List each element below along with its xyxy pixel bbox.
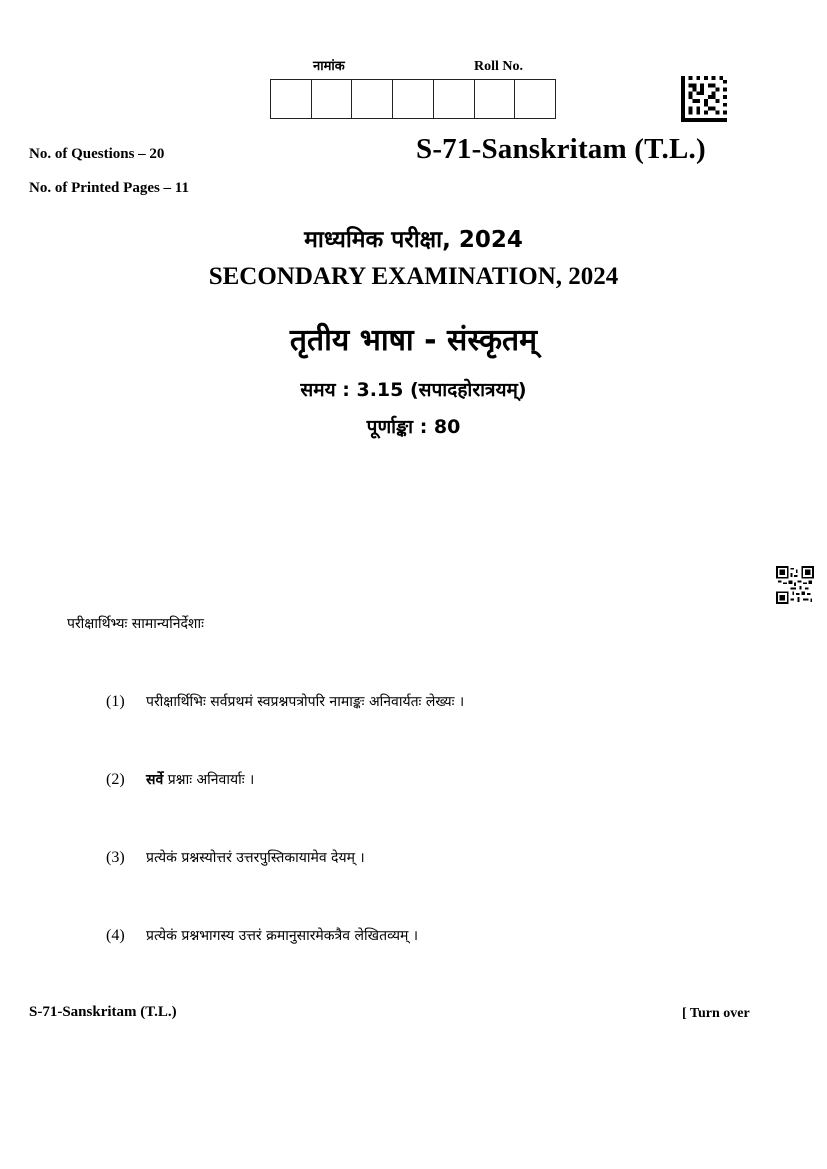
- roll-label-english: Roll No.: [474, 59, 523, 74]
- instruction-number: (2): [106, 771, 125, 788]
- paper-code: S-71-Sanskritam (T.L.): [416, 133, 706, 165]
- instruction-rest: प्रश्नाः अनिवार्याः ।: [163, 772, 255, 788]
- qr-code-icon: [776, 566, 814, 604]
- exam-title-hindi: माध्यमिक परीक्षा, 2024: [304, 227, 523, 253]
- marks-line: [0, 413, 827, 439]
- instruction-emphasis: सर्वे: [146, 772, 164, 788]
- turn-over-note: [ Turn over: [682, 1006, 750, 1021]
- instruction-item: [106, 848, 365, 867]
- time-line: [0, 376, 827, 402]
- roll-digit-box[interactable]: [475, 80, 516, 118]
- time-value: : 3.15 (सपादहोरात्रयम्): [342, 379, 527, 401]
- footer-paper-code: S-71-Sanskritam (T.L.): [29, 1004, 177, 1020]
- number-of-questions: No. of Questions – 20: [29, 146, 165, 162]
- roll-digit-box[interactable]: [312, 80, 353, 118]
- roll-number-boxes[interactable]: [270, 79, 556, 119]
- roll-label-hindi: नामांक: [313, 59, 345, 74]
- instruction-item: [106, 926, 418, 945]
- marks-label: पूर्णाङ्का: [366, 416, 414, 438]
- exam-title-english: SECONDARY EXAMINATION, 2024: [208, 263, 619, 290]
- number-of-pages: No. of Printed Pages – 11: [29, 180, 189, 196]
- instruction-item: [106, 692, 464, 711]
- instruction-item: [106, 770, 254, 789]
- instruction-text: प्रत्येकं प्रश्नभागस्य उत्तरं क्रमानुसारमेकत्रैव लेखितव्यम् ।: [146, 928, 419, 944]
- roll-digit-box[interactable]: [515, 80, 555, 118]
- marks-value: : 80: [419, 416, 461, 438]
- roll-digit-box[interactable]: [434, 80, 475, 118]
- subject-title: तृतीय भाषा - संस्कृतम्: [289, 323, 538, 358]
- roll-digit-box[interactable]: [352, 80, 393, 118]
- time-label: समय: [300, 379, 336, 401]
- instruction-text: परीक्षार्थिभिः सर्वप्रथमं स्वप्रश्नपत्रोपरि नामाङ्कः अनिवार्यतः लेख्यः ।: [146, 694, 465, 710]
- instruction-number: (1): [106, 693, 125, 710]
- roll-digit-box[interactable]: [393, 80, 434, 118]
- instruction-number: (3): [106, 849, 125, 866]
- instruction-text: प्रत्येकं प्रश्नस्योत्तरं उत्तरपुस्तिकायामेव देयम् ।: [146, 850, 365, 866]
- instruction-text: [146, 770, 254, 789]
- instructions-heading: परीक्षार्थिभ्यः सामान्यनिर्देशाः: [67, 616, 204, 632]
- datamatrix-icon: [681, 76, 727, 122]
- roll-digit-box[interactable]: [271, 80, 312, 118]
- instruction-number: (4): [106, 927, 125, 944]
